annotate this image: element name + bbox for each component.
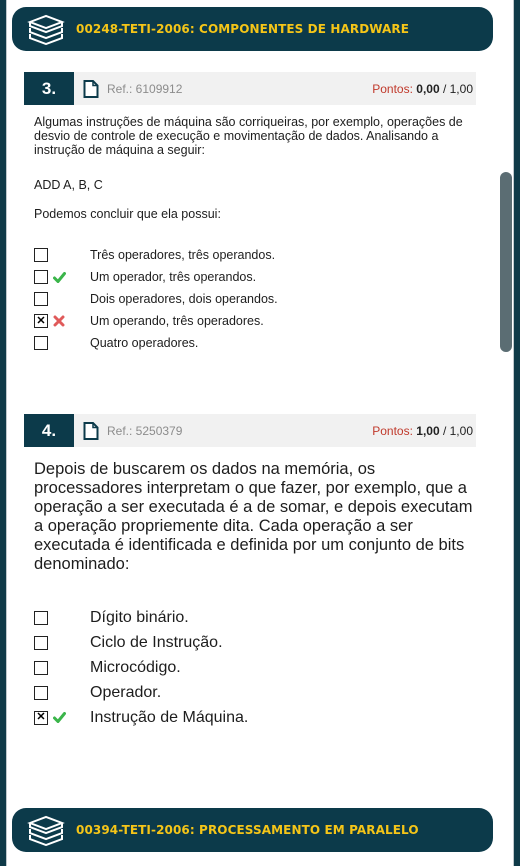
option[interactable] <box>34 288 278 310</box>
option[interactable] <box>34 655 181 680</box>
document-icon <box>83 80 99 98</box>
option[interactable] <box>34 605 189 630</box>
option[interactable] <box>34 244 276 266</box>
question-text: Depois de buscarem os dados na memória, os processadores interpretam o que fazer, por exemplo, que a operação a ser executada é a de somar, e depois executam a operação propriemente dita. Cada operação a ser executada é identificada e definida por um conjunto de bits denominado: <box>34 460 473 573</box>
option-checkbox[interactable] <box>34 686 48 700</box>
option[interactable] <box>34 680 162 705</box>
option[interactable] <box>34 332 199 354</box>
check-mark-icon <box>52 711 66 725</box>
option-label: Um operador, três operandos. <box>90 270 257 284</box>
option-checkbox[interactable] <box>34 636 48 650</box>
option-label: Instrução de Máquina. <box>90 708 249 726</box>
question-instruction: ADD A, B, C <box>34 178 103 192</box>
points-total: / 1,00 <box>442 81 473 96</box>
points-label: Pontos: <box>372 81 413 96</box>
question-points <box>372 82 473 96</box>
module-title: 00394-TETI-2006: PROCESSAMENTO EM PARALELO <box>76 823 419 837</box>
option[interactable] <box>34 310 264 332</box>
question-header <box>24 414 476 447</box>
question-points <box>372 424 473 438</box>
points-value: 0,00 <box>416 81 440 96</box>
scrollbar-thumb[interactable] <box>500 172 512 352</box>
module-bar-top[interactable] <box>12 7 493 51</box>
option[interactable] <box>34 630 223 655</box>
module-title: 00248-TETI-2006: COMPONENTES DE HARDWARE <box>76 22 410 36</box>
option-label: Dígito binário. <box>90 608 189 626</box>
option-checkbox[interactable] <box>34 248 48 262</box>
option-checkbox[interactable] <box>34 661 48 675</box>
option-checkbox[interactable] <box>34 611 48 625</box>
option-checkbox[interactable] <box>34 336 48 350</box>
option-checkbox-checked[interactable]: ✕ <box>34 711 48 725</box>
wrong-x-icon <box>52 314 66 328</box>
option-label: Microcódigo. <box>90 658 181 676</box>
question-number: 3. <box>24 72 74 105</box>
option[interactable] <box>34 705 249 730</box>
options-list <box>34 244 278 354</box>
option-label: Dois operadores, dois operandos. <box>90 292 278 306</box>
option-checkbox-checked[interactable]: ✕ <box>34 314 48 328</box>
books-icon <box>26 814 66 846</box>
question-text: Algumas instruções de máquina são corriqueiras, por exemplo, operações de desvio de controle de execução e movimentação de dados. Analisando a instrução de máquina a seguir: <box>34 115 463 157</box>
document-icon <box>83 422 99 440</box>
question-ref: Ref.: 5250379 <box>107 423 183 438</box>
option-checkbox[interactable] <box>34 292 48 306</box>
option-label: Ciclo de Instrução. <box>90 633 223 651</box>
points-total: / 1,00 <box>442 423 473 438</box>
option-checkbox[interactable] <box>34 270 48 284</box>
question-prompt: Podemos concluir que ela possui: <box>34 207 221 221</box>
check-mark-icon <box>52 270 66 284</box>
option-label: Quatro operadores. <box>90 336 199 350</box>
option-label: Um operando, três operadores. <box>90 314 264 328</box>
option[interactable] <box>34 266 257 288</box>
option-label: Três operadores, três operandos. <box>90 248 276 262</box>
option-label: Operador. <box>90 683 162 701</box>
module-bar-bottom[interactable] <box>12 808 493 852</box>
question-number: 4. <box>24 414 74 447</box>
options-list <box>34 605 249 730</box>
points-label: Pontos: <box>372 423 413 438</box>
books-icon <box>26 13 66 45</box>
question-header <box>24 72 476 105</box>
question-ref: Ref.: 6109912 <box>107 81 183 96</box>
points-value: 1,00 <box>416 423 440 438</box>
